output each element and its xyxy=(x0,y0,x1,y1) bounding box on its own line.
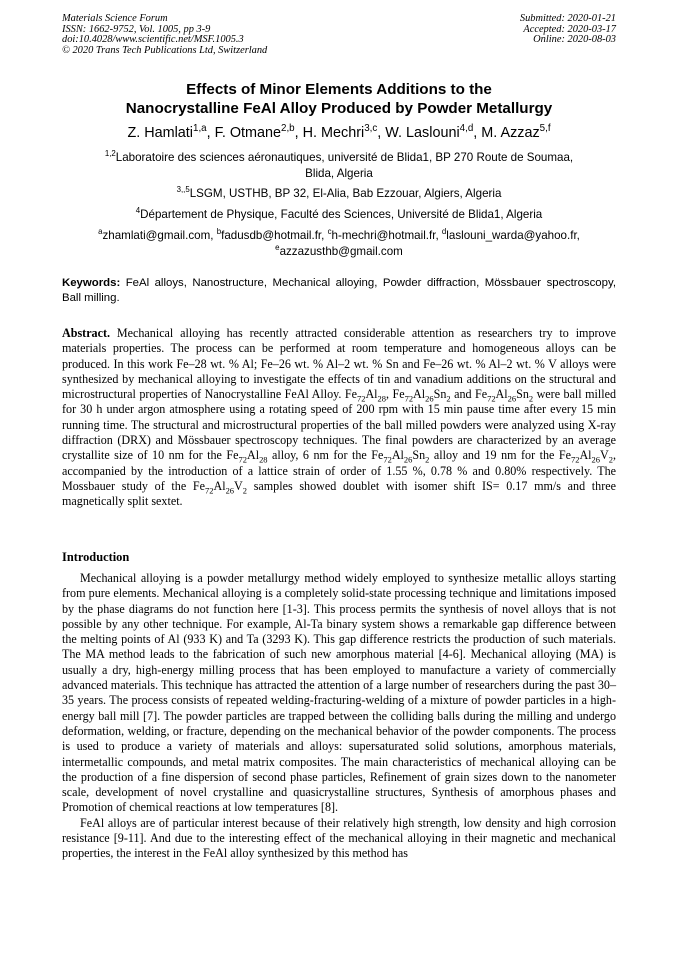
introduction-body xyxy=(62,571,616,862)
paragraph: Mechanical alloying is a powder metallurgy method widely employed to synthesize metallic alloys starting from pure elements. Mechanical alloying is a completely solid-state processing technique and limitations imposed by the phase diagrams do not function here [1-3]. This process permits the synthesis of novel alloys that is not possible by any other technique. For example, Al-Ta binary system shows a remarkable gap difference between the melting points of Al (933 K) and Ta (3293 K). This gap difference restricts the production of such materials. The MA method leads to the fabrication of such new amorphous material [4-6]. Mechanical alloying (MA) is usually a dry, high-energy milling process that has been employed to manufacture a variety of commercially advanced materials. This technique has attracted the attention of a large number of researchers during the past 30–35 years. The process consists of repeated welding-fracturing-welding of a mixture of powder particles in a high-energy ball mill [7]. The powder particles are trapped between the colliding balls during the milling and undergo deformation, welding, or fracture, depending on the mechanical behavior of the powder components. The process is used to produce a variety of materials and alloys: supersaturated solid solutions, amorphous materials, intermetallic compounds, and metal matrix composites. The main characteristics of mechanical alloying can be the production of a fine dispersion of second phase particles, Refinement of grain sizes down to the nanometer scale, development of novel crystalline and quasicrystalline structures, Synthesis of amorphous phases and Promotion of chemical reactions at low temperatures [8]. xyxy=(62,571,616,815)
title-line-1: Effects of Minor Elements Additions to the xyxy=(186,81,492,98)
formula: $Fe_{72}Al_{26}Sn_2$ xyxy=(392,387,451,404)
journal-name: Materials Science Forum xyxy=(62,13,168,24)
author-name: H. Mechri xyxy=(302,125,365,141)
formula: $Fe_{72}Al_{28}$ xyxy=(344,387,386,404)
affiliation-3 xyxy=(70,207,608,223)
section-heading-introduction: Introduction xyxy=(62,550,130,564)
publication-dates xyxy=(520,14,616,46)
author-emails xyxy=(62,228,616,259)
keywords xyxy=(62,276,616,306)
author-name: M. Azzaz xyxy=(481,125,540,141)
abstract-text: and xyxy=(450,387,475,402)
affiliation-text: LSGM, USTHB, BP 32, El-Alia, Bab Ezzouar, Algiers, Algeria xyxy=(189,187,502,200)
affiliation-1 xyxy=(70,150,608,181)
journal-copyright: © 2020 Trans Tech Publications Ltd, Switzerland xyxy=(62,44,268,56)
affiliation-text: Département de Physique, Faculté des Sciences, Université de Blida1, Algeria xyxy=(140,208,543,221)
email-link[interactable]: h-mechri@hotmail.fr, xyxy=(331,229,442,242)
affiliation-text: Laboratoire des sciences aéronautiques, université de Blida1, BP 270 Route de Soumaa, xyxy=(115,151,574,164)
formula: $Fe_{72}Al_{26}Sn_2$ xyxy=(371,448,430,465)
affiliation-text: Blida, Algeria xyxy=(305,166,373,180)
paper-title xyxy=(62,80,616,118)
affiliation-mark: 4 xyxy=(135,206,141,216)
author-affiliation-mark: 4,d xyxy=(459,123,474,135)
author-name: F. Otmane xyxy=(214,125,282,141)
abstract-text: samples showed doublet with isomer shift IS= 0.17 mm/s and three magnetically split sextet. xyxy=(62,478,616,509)
affiliation-mark: 3,,5 xyxy=(176,185,190,195)
author-affiliation-mark: 1,a xyxy=(193,123,207,135)
formula: $Fe_{72}Al_{26}V_2$ xyxy=(558,448,613,465)
abstract-text: were ball milled for 30 h under argon atmosphere using a rotating speed of 200 rpm with 15 min pause time after every 15 min running time. The structural and microstructural properties of the ball milled powders were analyzed using X-ray diffraction (DRX) and Mössbauer spectroscopy techniques. The final powders are characterized by an average crystallite size of 10 nm for the xyxy=(62,387,617,463)
keywords-label: Keywords: xyxy=(62,277,121,289)
author-affiliation-mark: 3,c xyxy=(364,123,378,135)
formula: $Fe_{72}Al_{26}V_2$ xyxy=(192,478,247,496)
journal-info xyxy=(62,14,267,56)
abstract-text: , xyxy=(386,387,393,402)
abstract-text: Mechanical alloying has recently attracted considerable attention as researchers try to improve materials properties. The process can be performed at room temperature and homogeneous alloys can be produced. In this work Fe–28 wt. % Al; Fe–26 wt. % Al–2 wt. % Sn and Fe–26 wt. % Al–2 wt. % V alloys were synthesized by mechanical alloying to investigate the effects of tin and vanadium additions on the structural and microstructural properties of Nanocrystalline FeAl Alloy. xyxy=(62,326,616,402)
affiliation-mark: 1,2 xyxy=(104,149,116,159)
author-affiliation-mark: 5,f xyxy=(539,123,551,135)
formula: $Fe_{72}Al_{28}$ xyxy=(226,448,268,465)
title-line-2: Nanocrystalline FeAl Alloy Produced by Powder Metallurgy xyxy=(125,100,553,117)
accepted-date: Accepted: 2020-03-17 xyxy=(523,23,616,35)
paragraph: FeAl alloys are of particular interest because of their relatively high strength, low density and high corrosion resistance [9-11]. And due to the interesting effect of the mechanical alloying in their magnetic and mechanical properties, the interest in the FeAl alloy synthesized by this method has xyxy=(62,815,616,861)
email-mark: e xyxy=(275,242,280,252)
abstract xyxy=(62,326,616,510)
formula: $Fe_{72}Al_{26}Sn_2$ xyxy=(474,387,534,404)
keywords-text: FeAl alloys, Nanostructure, Mechanical alloying, Powder diffraction, Mössbauer spectroscopy, Ball milling. xyxy=(62,277,616,304)
abstract-text: , accompanied by the introduction of a lattice strain of order of 1.55 %, 0.78 % and 0.80% respectively. The Mossbauer study of the xyxy=(62,448,617,493)
email-link[interactable]: azzazusthb@gmail.com xyxy=(279,244,403,258)
email-mark: c xyxy=(327,227,332,237)
author-affiliation-mark: 2,b xyxy=(281,123,295,135)
affiliation-2 xyxy=(70,186,608,202)
author-list: Z. Hamlati$^{1,a}$, F. Otmane$^{2,b}$, H. Mechri$^{3,c}$, W. Laslouni$^{4,d}$, M. Azzaz$^{5,f}$ xyxy=(127,123,551,141)
email-link[interactable]: laslouni_warda@yahoo.fr, xyxy=(446,229,580,242)
email-mark: d xyxy=(441,227,447,237)
email-link[interactable]: fadusdb@hotmail.fr, xyxy=(221,229,328,242)
author-name: W. Laslouni xyxy=(385,125,460,141)
email-mark: a xyxy=(98,227,103,237)
online-date: Online: 2020-08-03 xyxy=(533,34,616,46)
abstract-label: Abstract. xyxy=(62,326,111,340)
author-name: Z. Hamlati xyxy=(127,125,194,141)
abstract-text: alloy and 19 nm for the xyxy=(429,448,559,463)
submitted-date: Submitted: 2020-01-21 xyxy=(519,13,616,24)
email-link[interactable]: zhamlati@gmail.com, xyxy=(102,229,217,242)
journal-doi[interactable]: doi:10.4028/www.scientific.net/MSF.1005.3 xyxy=(62,34,244,46)
journal-issn: ISSN: 1662-9752, Vol. 1005, pp 3-9 xyxy=(62,23,211,35)
abstract-text: alloy, 6 nm for the xyxy=(267,448,372,463)
email-mark: b xyxy=(216,227,222,237)
